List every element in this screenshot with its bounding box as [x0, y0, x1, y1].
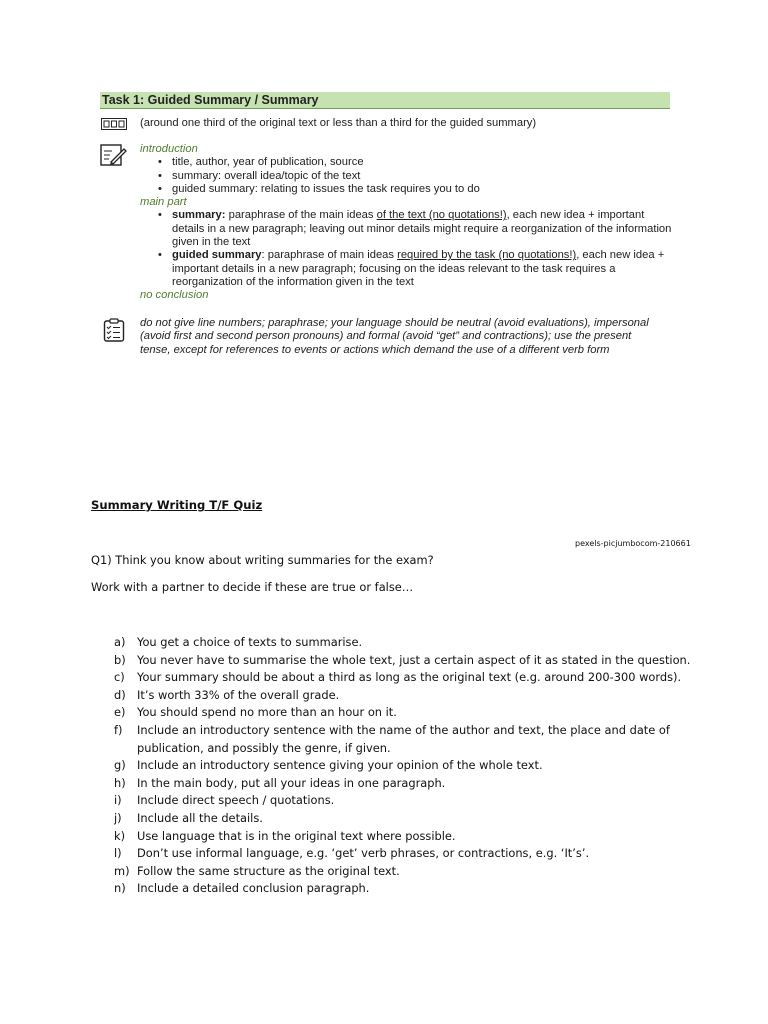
quiz-item	[91, 810, 691, 828]
intro-item: • guided summary: relating to issues the task requires you to do	[140, 183, 670, 196]
guidelines-text: do not give line numbers; paraphrase; your language should be neutral (avoid evaluations), impersonal (avoid first and second person pronouns) and formal (avoid “get” and contractions); use the present tense, except for references to events or actions which demand the use of a different verb form	[140, 317, 649, 356]
word-count-icon	[101, 117, 127, 135]
guided-underlined: required by the task (no quotations!)	[397, 249, 577, 262]
quiz-item	[91, 652, 691, 670]
quiz-item-letter: c)	[114, 670, 125, 685]
quiz-item-letter: h)	[114, 775, 126, 790]
quiz-item-letter: b)	[114, 652, 126, 667]
quiz-item-letter: l)	[114, 846, 122, 861]
quiz-item-text: Follow the same structure as the original text.	[137, 863, 400, 878]
quiz-item	[91, 828, 691, 846]
summary-term: summary:	[172, 209, 226, 222]
quiz-item	[91, 775, 691, 793]
quiz-item-text: It’s worth 33% of the overall grade.	[137, 687, 340, 702]
no-conclusion-label: no conclusion	[140, 289, 209, 302]
summary-text-2: , each new idea + important details in a new paragraph; leaving out minor details might require a reorganization of the information given in the text	[172, 209, 672, 249]
guided-summary-item	[140, 249, 677, 289]
image-credit: pexels-picjumbocom-210661	[575, 539, 691, 548]
quiz-item-text: Include direct speech / quotations.	[137, 793, 335, 808]
quiz-item-text: Include a detailed conclusion paragraph.	[137, 881, 370, 896]
main-part-label: main part	[140, 196, 187, 209]
summary-text-1: paraphrase of the main ideas	[225, 209, 377, 222]
guided-text-2: , each new idea + important details in a new paragraph; focusing on the ideas relevant to the task requires a reorganization of the information given in the text	[172, 249, 665, 288]
quiz-item-letter: e)	[114, 705, 126, 720]
instruction: Work with a partner to decide if these are true or false…	[91, 580, 414, 594]
quiz-item-text: Use language that is in the original text where possible.	[137, 828, 456, 843]
quiz-item	[91, 757, 691, 775]
quiz-item	[91, 634, 691, 652]
intro-item: • title, author, year of publication, source	[140, 156, 670, 169]
quiz-item-text: Don’t use informal language, e.g. ‘get’ verb phrases, or contractions, e.g. ‘It’s’.	[137, 846, 590, 861]
length-note: (around one third of the original text or less than a third for the guided summary)	[140, 117, 537, 129]
quiz-item-letter: d)	[114, 687, 126, 702]
quiz-item	[91, 669, 691, 687]
quiz-item	[91, 722, 691, 757]
quiz-item-letter: g)	[114, 758, 126, 773]
quiz-item-letter: f)	[114, 722, 123, 737]
quiz-item-text: You never have to summarise the whole text, just a certain aspect of it as stated in the question.	[137, 652, 691, 667]
quiz-item-text: In the main body, put all your ideas in one paragraph.	[137, 775, 446, 790]
quiz-item-text: Include an introductory sentence giving your opinion of the whole text.	[137, 758, 543, 773]
quiz-item-text: You should spend no more than an hour on it.	[137, 705, 397, 720]
task-header: Task 1: Guided Summary / Summary	[100, 92, 670, 109]
quiz-item-letter: n)	[114, 881, 126, 896]
quiz-list	[91, 634, 691, 898]
task-section	[100, 92, 670, 109]
quiz-item-text: Include an introductory sentence with the name of the author and text, the place and date of publication, and possibly the genre, if given.	[137, 722, 670, 755]
quiz-item-letter: k)	[114, 828, 126, 843]
quiz-item	[91, 845, 691, 863]
quiz-item	[91, 880, 691, 898]
quiz-item-letter: a)	[114, 635, 126, 649]
quiz-item	[91, 687, 691, 705]
quiz-item	[91, 792, 691, 810]
introduction-label: introduction	[140, 143, 198, 155]
quiz-item	[91, 863, 691, 881]
quiz-item-text: Your summary should be about a third as long as the original text (e.g. around 200-300 words).	[137, 670, 682, 685]
quiz-item-letter: j)	[114, 810, 122, 825]
guided-summary-term: guided summary	[172, 249, 262, 262]
quiz-item-text: You get a choice of texts to summarise.	[137, 635, 363, 649]
quiz-item-letter: m)	[114, 863, 130, 878]
intro-item: • summary: overall idea/topic of the text	[140, 170, 670, 183]
summary-underlined: of the text (no quotations!)	[376, 209, 507, 222]
guided-text-1: : paraphrase of main ideas	[261, 249, 398, 262]
quiz-item-text: Include all the details.	[137, 810, 263, 825]
quiz-title: Summary Writing T/F Quiz	[91, 498, 263, 512]
summary-item	[140, 209, 672, 249]
quiz-item-letter: i)	[114, 793, 122, 808]
checklist-icon	[103, 318, 125, 347]
structure-block	[140, 143, 670, 303]
writing-pad-icon	[100, 143, 128, 172]
quiz-item	[91, 704, 691, 722]
question: Q1) Think you know about writing summaries for the exam?	[91, 553, 434, 567]
